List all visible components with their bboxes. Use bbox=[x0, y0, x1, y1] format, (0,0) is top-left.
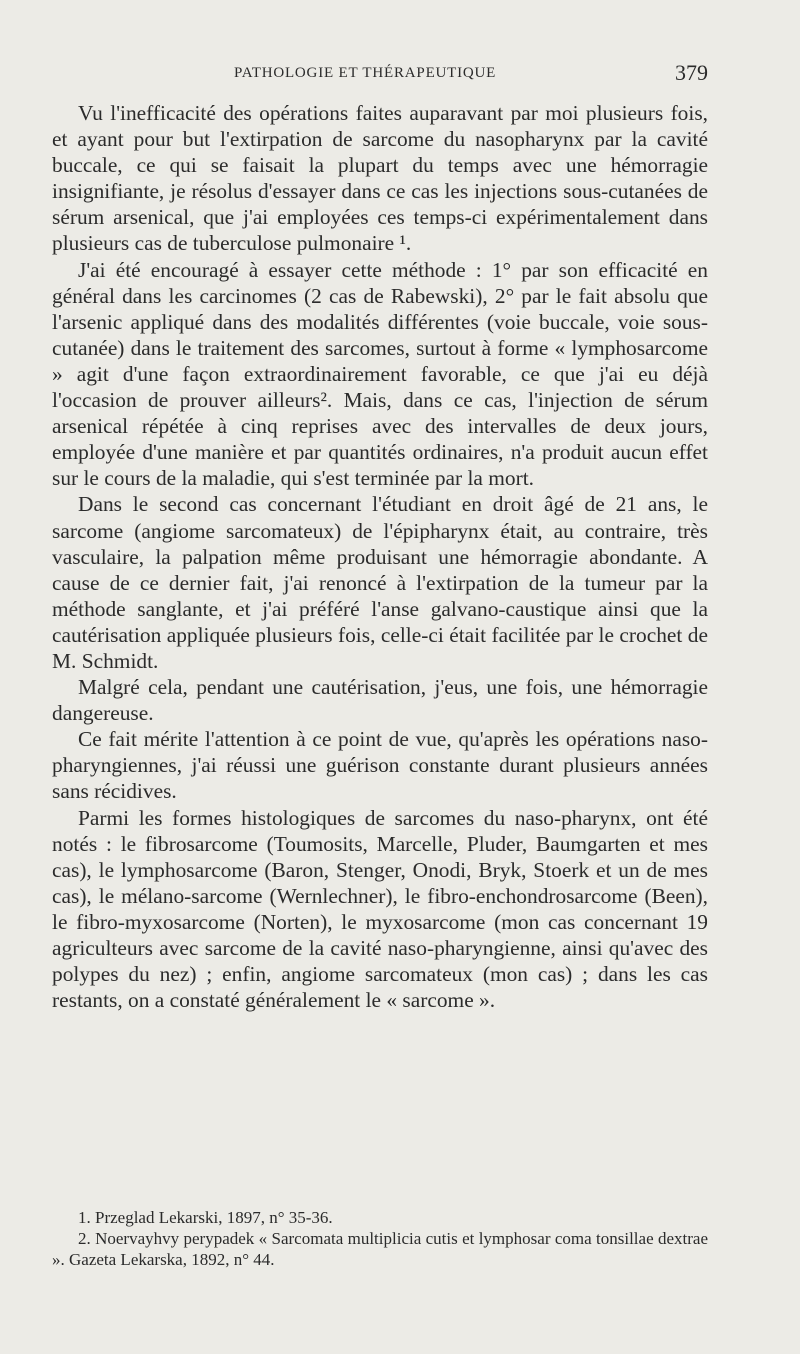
paragraph-5: Ce fait mérite l'attention à ce point de vue, qu'après les opérations naso-pharyngiennes, j'ai réussi une guérison constante durant plusieurs années sans récidives. bbox=[52, 727, 708, 804]
paragraph-6: Parmi les formes histologiques de sarcomes du naso-pharynx, ont été notés : le fibrosarcome (Toumosits, Marcelle, Pluder, Baumgarten et mes cas), le lymphosarcome (Baron, Stenger, Onodi, Bryk, Stoerk et un de mes cas), le mélano-sarcome (Wernlechner), le fibro-enchondrosarcome (Been), le fibro-myxosarcome (Norten), le myxosarcome (mon cas concernant 19 agriculteurs avec sarcome de la cavité naso-pharyngienne, ainsi qu'avec des polypes du nez) ; enfin, angiome sarcomateux (mon cas) ; dans les cas restants, on a constaté généralement le « sarcome ». bbox=[52, 805, 708, 1013]
paragraph-3: Dans le second cas concernant l'étudiant en droit âgé de 21 ans, le sarcome (angiome sarcomateux) de l'épipharynx était, au contraire, très vasculaire, la palpation même produisant une hémorragie abondante. A cause de ce dernier fait, j'ai renoncé à l'extirpation de la tumeur par la méthode sanglante, et j'ai préféré l'anse galvano-caustique ainsi que la cautérisation appliquée plusieurs fois, celle-ci était facilitée par le crochet de M. Schmidt. bbox=[52, 492, 708, 673]
running-head: PATHOLOGIE ET THÉRAPEUTIQUE bbox=[234, 65, 497, 81]
paragraph-4: Malgré cela, pendant une cautérisation, j'eus, une fois, une hémorragie dangereuse. bbox=[52, 675, 708, 726]
footnote-2: 2. Noervayhvy perypadek « Sarcomata multiplicia cutis et lymphosar coma tonsillae dextrae ». Gazeta Lekarska, 1892, n° 44. bbox=[52, 1229, 708, 1269]
footnote-1: 1. Przeglad Lekarski, 1897, n° 35-36. bbox=[78, 1208, 333, 1227]
footnotes bbox=[52, 1207, 708, 1270]
body-text bbox=[52, 100, 708, 1013]
paragraph-1: Vu l'inefficacité des opérations faites auparavant par moi plusieurs fois, et ayant pour but l'extirpation de sarcome du nasopharynx par la cavité buccale, ce qui se faisait la plupart du temps avec une hémorragie insignifiante, je résolus d'essayer dans ce cas les injections sous-cutanées de sérum arsenical, que j'ai employées ces temps-ci expérimentalement dans plusieurs cas de tuberculose pulmonaire ¹. bbox=[52, 101, 708, 256]
paragraph-2: J'ai été encouragé à essayer cette méthode : 1° par son efficacité en général dans les carcinomes (2 cas de Rabewski), 2° par le fait absolu que l'arsenic appliqué dans des modalités différentes (voie buccale, voie sous-cutanée) dans le traitement des sarcomes, surtout à forme « lymphosarcome » agit d'une façon extraordinairement favorable, ce que j'ai eu déjà l'occasion de prouver ailleurs². Mais, dans ce cas, l'injection de sérum arsenical répétée à cinq reprises avec des intervalles de deux jours, employée d'une manière et par quantités ordinaires, n'a produit aucun effet sur le cours de la maladie, qui s'est terminée par la mort. bbox=[52, 257, 708, 491]
page-header bbox=[84, 60, 708, 90]
page-number: 379 bbox=[675, 60, 708, 85]
